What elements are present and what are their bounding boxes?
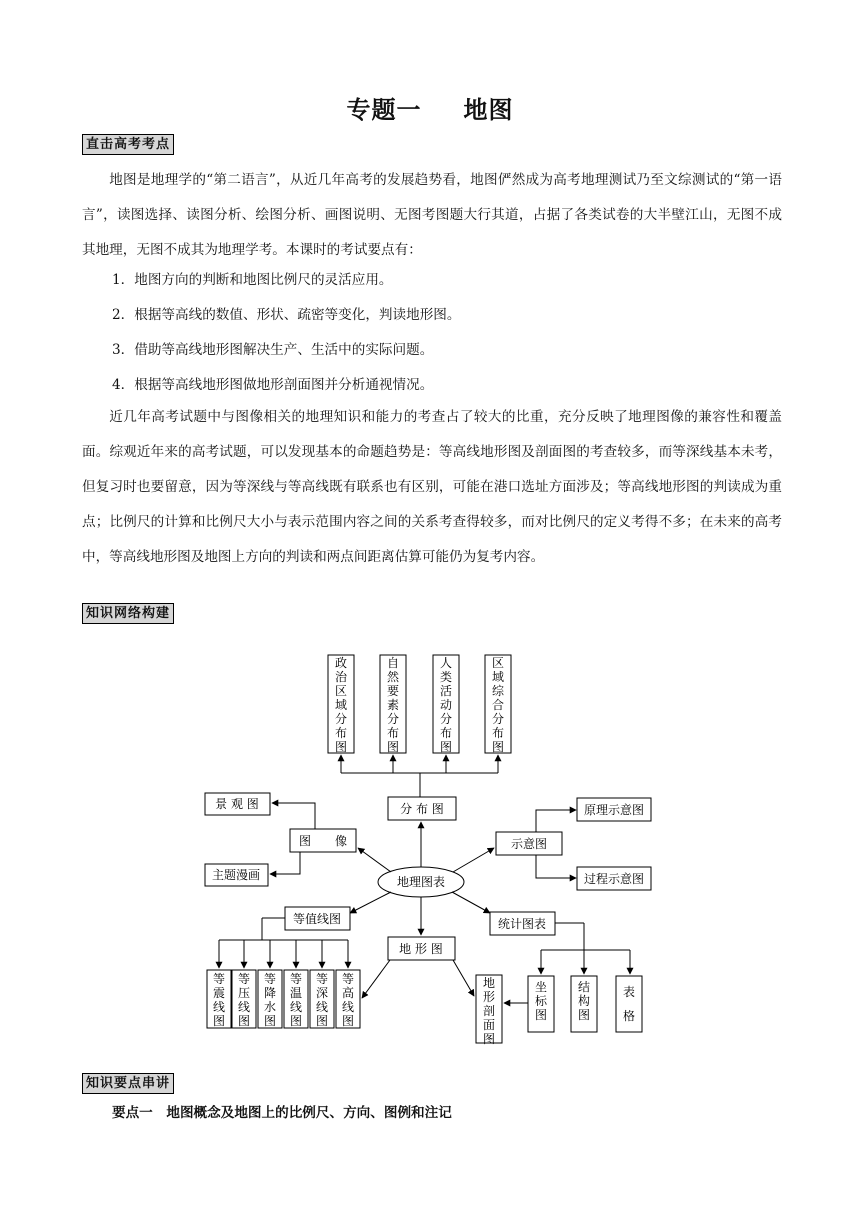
section-tag-knowledge-network: 知识网络构建: [82, 603, 174, 624]
svg-text:等降水图: 等降水图: [263, 972, 277, 1028]
isoline-child-4: [284, 970, 308, 1028]
svg-text:地形剖面图: 地形剖面图: [482, 976, 496, 1046]
svg-text:过程示意图: 过程示意图: [583, 872, 645, 886]
svg-text:示意图: 示意图: [510, 837, 548, 851]
key-point-heading: 要点一 地图概念及地图上的比例尺、方向、图例和注记: [112, 1105, 452, 1121]
svg-text:等震线图: 等震线图: [212, 972, 226, 1028]
dist-child-3-label: 人类活动分布图: [439, 656, 453, 754]
exam-item-2: 2．根据等高线的数值、形状、疏密等变化，判读地形图。: [112, 307, 461, 323]
statistics-node: [490, 912, 555, 935]
svg-text:等压线图: 等压线图: [237, 972, 251, 1028]
isoline-child-2: [232, 970, 256, 1028]
schematic-child-process: [577, 867, 651, 890]
svg-text:等温线图: 等温线图: [289, 972, 303, 1028]
svg-text:原理示意图: 原理示意图: [583, 803, 645, 817]
page-title: 专题一 地图: [346, 96, 514, 124]
stat-child-coordinate: [528, 976, 554, 1032]
isoline-child-3: [258, 970, 282, 1028]
intro-paragraph: 地图是地理学的“第二语言”，从近几年高考的发展趋势看，地图俨然成为高考地理测试乃至文综测试的“第一语言”，读图选择、读图分析、绘图分析、画图说明、无图考图题大行其道，占据了各类试卷的大半壁江山，无图不成其地理，无图不成其为地理学考。本课时的考试要点有：: [82, 172, 782, 258]
exam-item-3: 3．借助等高线地形图解决生产、生活中的实际问题。: [112, 342, 434, 358]
svg-text:结构图: 结构图: [577, 980, 591, 1022]
isoline-child-5: [310, 970, 334, 1028]
svg-text:等深线图: 等深线图: [315, 972, 329, 1028]
svg-text:主题漫画: 主题漫画: [211, 868, 261, 882]
dist-child-4-label: 区域综合分布图: [491, 656, 505, 754]
dist-child-2: [380, 655, 406, 754]
section-tag-key-points: 知识要点串讲: [82, 1073, 174, 1094]
isoline-child-6: [336, 970, 360, 1028]
isoline-child-1: [207, 970, 231, 1028]
image-child-landscape: [205, 793, 270, 815]
profile-node: [476, 975, 502, 1046]
isoline-node: [285, 907, 350, 930]
svg-text:地理图表: 地理图表: [396, 875, 446, 889]
dist-child-3: [433, 655, 459, 754]
terrain-node: [388, 937, 455, 960]
distribution-map-node: [388, 797, 456, 820]
exam-item-1: 1．地图方向的判断和地图比例尺的灵活应用。: [112, 272, 393, 288]
stat-child-table: [616, 976, 642, 1032]
schematic-child-principle: [577, 798, 651, 821]
analysis-paragraph: 近几年高考试题中与图像相关的地理知识和能力的考查占了较大的比重，充分反映了地理图像的兼容性和覆盖面。综观近年来的高考试题，可以发现基本的命题趋势是：等高线地形图及剖面图的考查较多，而等深线基本未考，但复习时也要留意，因为等深线与等高线既有联系也有区别，可能在港口选址方面涉及；等高线地形图的判读成为重点；比例尺的计算和比例尺大小与表示范围内容之间的关系考查得较多，而对比例尺的定义考得不多；在未来的高考中，等高线地形图及地图上方向的判读和两点间距离估算可能仍为复考内容。: [82, 409, 782, 565]
svg-text:分 布 图: 分 布 图: [400, 802, 444, 816]
stat-child-structure: [571, 976, 597, 1032]
dist-child-1: [328, 655, 354, 754]
svg-text:表格: 表格: [622, 985, 636, 1023]
image-child-cartoon: [205, 864, 268, 886]
svg-text:统计图表: 统计图表: [497, 917, 547, 931]
schematic-node: [496, 832, 562, 855]
image-node: [290, 829, 356, 852]
svg-text:等值线图: 等值线图: [292, 912, 342, 926]
svg-text:图 像: 图 像: [298, 834, 348, 848]
dist-child-1-label: 政治区域分布图: [334, 656, 348, 754]
svg-text:坐标图: 坐标图: [534, 980, 548, 1022]
dist-child-2-label: 自然要素分布图: [386, 656, 400, 754]
svg-text:地 形 图: 地 形 图: [399, 942, 443, 956]
svg-text:景 观 图: 景 观 图: [215, 797, 259, 811]
dist-child-4: [485, 655, 511, 754]
svg-text:等高线图: 等高线图: [341, 972, 355, 1028]
exam-item-4: 4．根据等高线地形图做地形剖面图并分析通视情况。: [112, 377, 434, 393]
section-tag-exam-points: 直击高考考点: [82, 134, 174, 155]
